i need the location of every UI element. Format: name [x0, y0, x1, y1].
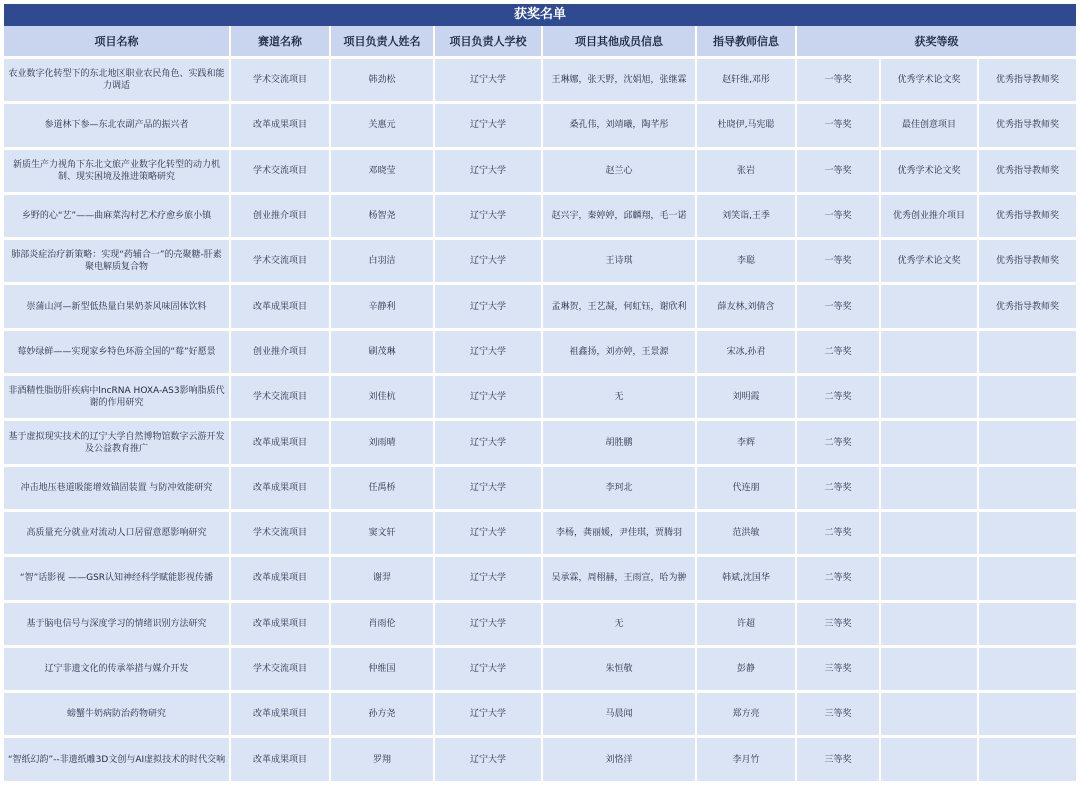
cell-award-grade: 三等奖 [796, 692, 880, 737]
cell-award-advisor [978, 692, 1076, 737]
cell-award-special: 优秀学术论文奖 [880, 148, 978, 193]
cell-award-special: 最佳创意项目 [880, 103, 978, 148]
table-row [4, 601, 1076, 646]
cell-award-special [880, 375, 978, 420]
cell-advisor-info: 刘笑诣,王季 [696, 193, 796, 238]
cell-project-name: 基于脑电信号与深度学习的情绪识别方法研究 [4, 601, 230, 646]
table-row [4, 58, 1076, 103]
cell-advisor-info: 李月竹 [696, 737, 796, 781]
cell-advisor-info: 代连朋 [696, 465, 796, 510]
cell-leader-name: 肖雨伦 [330, 601, 434, 646]
cell-award-special: 优秀学术论文奖 [880, 239, 978, 284]
header-project-name: 项目名称 [4, 26, 230, 58]
cell-project-name: 新质生产力视角下东北文旅产业数字化转型的动力机制、现实困境及推进策略研究 [4, 148, 230, 193]
cell-advisor-info: 范洪敏 [696, 510, 796, 555]
cell-advisor-info: 刘明霞 [696, 375, 796, 420]
cell-advisor-info: 赵轩维,邓彤 [696, 58, 796, 103]
cell-leader-school: 辽宁大学 [434, 692, 542, 737]
cell-leader-name: 刘佳杭 [330, 375, 434, 420]
cell-project-name: 基于虚拟现实技术的辽宁大学自然博物馆数字云游开发及公益教育推广 [4, 420, 230, 465]
cell-award-advisor [978, 329, 1076, 374]
cell-award-grade: 三等奖 [796, 601, 880, 646]
cell-award-advisor [978, 465, 1076, 510]
cell-award-grade: 一等奖 [796, 103, 880, 148]
cell-award-grade: 一等奖 [796, 193, 880, 238]
cell-leader-school: 辽宁大学 [434, 510, 542, 555]
cell-leader-name: 仲维国 [330, 646, 434, 691]
cell-award-grade: 二等奖 [796, 465, 880, 510]
cell-award-advisor [978, 556, 1076, 601]
cell-track-name: 改革成果项目 [230, 692, 330, 737]
table-row [4, 420, 1076, 465]
cell-award-special [880, 465, 978, 510]
cell-project-name: 农业数字化转型下的东北地区职业农民角色、实践和能力调适 [4, 58, 230, 103]
cell-award-grade: 二等奖 [796, 510, 880, 555]
header-other-members: 项目其他成员信息 [542, 26, 696, 58]
table-title: 获奖名单 [4, 4, 1076, 26]
table-row [4, 148, 1076, 193]
cell-award-advisor [978, 646, 1076, 691]
cell-project-name: 螃蟹牛奶病防治药物研究 [4, 692, 230, 737]
cell-award-special [880, 692, 978, 737]
cell-award-grade: 二等奖 [796, 329, 880, 374]
cell-leader-school: 辽宁大学 [434, 737, 542, 781]
cell-leader-school: 辽宁大学 [434, 239, 542, 284]
cell-advisor-info: 彭静 [696, 646, 796, 691]
cell-award-grade: 一等奖 [796, 239, 880, 284]
cell-award-grade: 三等奖 [796, 646, 880, 691]
cell-other-members: 无 [542, 601, 696, 646]
cell-leader-school: 辽宁大学 [434, 103, 542, 148]
cell-award-special [880, 329, 978, 374]
cell-project-name: 非酒精性脂肪肝疾病中lncRNA HOXA-AS3影响脂质代谢的作用研究 [4, 375, 230, 420]
award-list-table-container [4, 4, 1076, 781]
cell-leader-school: 辽宁大学 [434, 420, 542, 465]
cell-other-members: 李珂北 [542, 465, 696, 510]
cell-award-grade: 一等奖 [796, 148, 880, 193]
award-table [4, 26, 1076, 781]
header-leader-school: 项目负责人学校 [434, 26, 542, 58]
cell-leader-name: 孙方尧 [330, 692, 434, 737]
cell-track-name: 学术交流项目 [230, 510, 330, 555]
cell-advisor-info: 李聪 [696, 239, 796, 284]
cell-other-members: 朱恒敬 [542, 646, 696, 691]
cell-track-name: 改革成果项目 [230, 103, 330, 148]
cell-award-grade: 二等奖 [796, 375, 880, 420]
cell-track-name: 学术交流项目 [230, 58, 330, 103]
header-advisor-info: 指导教师信息 [696, 26, 796, 58]
cell-award-grade: 一等奖 [796, 284, 880, 329]
table-row [4, 284, 1076, 329]
cell-award-grade: 三等奖 [796, 737, 880, 781]
cell-leader-school: 辽宁大学 [434, 556, 542, 601]
cell-project-name: 崇蒲山河—新型低热量白果奶茶风味固体饮料 [4, 284, 230, 329]
cell-award-advisor: 优秀指导教师奖 [978, 58, 1076, 103]
table-body [4, 58, 1076, 781]
cell-track-name: 学术交流项目 [230, 375, 330, 420]
table-row [4, 646, 1076, 691]
cell-other-members: 王琳娜，张天野，沈娟旭，张继霖 [542, 58, 696, 103]
table-row [4, 465, 1076, 510]
cell-advisor-info: 张岩 [696, 148, 796, 193]
cell-leader-name: 罗翔 [330, 737, 434, 781]
cell-award-grade: 一等奖 [796, 58, 880, 103]
table-row [4, 329, 1076, 374]
cell-project-name: 冲击地压巷道吸能增效锚固装置 与防冲效能研究 [4, 465, 230, 510]
cell-track-name: 学术交流项目 [230, 148, 330, 193]
cell-leader-school: 辽宁大学 [434, 375, 542, 420]
cell-leader-school: 辽宁大学 [434, 329, 542, 374]
table-row [4, 692, 1076, 737]
header-leader-name: 项目负责人姓名 [330, 26, 434, 58]
cell-award-grade: 二等奖 [796, 556, 880, 601]
cell-track-name: 创业推介项目 [230, 193, 330, 238]
cell-other-members: 王诗琪 [542, 239, 696, 284]
cell-track-name: 学术交流项目 [230, 239, 330, 284]
cell-advisor-info: 韩斌,沈国华 [696, 556, 796, 601]
cell-leader-name: 邓晓莹 [330, 148, 434, 193]
cell-leader-name: 窦文轩 [330, 510, 434, 555]
cell-other-members: 桑孔伟，刘靖曦，陶芊彤 [542, 103, 696, 148]
cell-track-name: 创业推介项目 [230, 329, 330, 374]
header-track-name: 赛道名称 [230, 26, 330, 58]
table-row [4, 103, 1076, 148]
cell-project-name: “智纸幻韵”--非遗纸雕3D文创与AI虚拟技术的时代交响 [4, 737, 230, 781]
table-row [4, 239, 1076, 284]
cell-award-advisor [978, 375, 1076, 420]
cell-other-members: 李杨，龚丽媛，尹佳琪，贾腾羽 [542, 510, 696, 555]
cell-award-advisor: 优秀指导教师奖 [978, 148, 1076, 193]
cell-award-special [880, 737, 978, 781]
cell-award-advisor [978, 510, 1076, 555]
cell-award-special [880, 556, 978, 601]
cell-award-special [880, 510, 978, 555]
cell-award-advisor: 优秀指导教师奖 [978, 103, 1076, 148]
cell-track-name: 改革成果项目 [230, 420, 330, 465]
cell-track-name: 改革成果项目 [230, 284, 330, 329]
cell-advisor-info: 薛友林,刘倩含 [696, 284, 796, 329]
cell-award-special [880, 601, 978, 646]
cell-other-members: 祖鑫扬，刘亦婷，王景源 [542, 329, 696, 374]
cell-award-advisor [978, 420, 1076, 465]
cell-leader-name: 刘雨晴 [330, 420, 434, 465]
cell-advisor-info: 李辉 [696, 420, 796, 465]
cell-award-advisor: 优秀指导教师奖 [978, 284, 1076, 329]
cell-leader-school: 辽宁大学 [434, 646, 542, 691]
cell-track-name: 改革成果项目 [230, 465, 330, 510]
cell-other-members: 刘恪洋 [542, 737, 696, 781]
header-award-level: 获奖等级 [796, 26, 1076, 58]
cell-award-special [880, 420, 978, 465]
cell-leader-name: 谢羿 [330, 556, 434, 601]
cell-project-name: 辽宁非遗文化的传承举措与媒介开发 [4, 646, 230, 691]
cell-leader-school: 辽宁大学 [434, 601, 542, 646]
cell-other-members: 赵兰心 [542, 148, 696, 193]
cell-other-members: 无 [542, 375, 696, 420]
cell-award-special: 优秀创业推介项目 [880, 193, 978, 238]
cell-leader-name: 任禹桥 [330, 465, 434, 510]
cell-leader-school: 辽宁大学 [434, 193, 542, 238]
cell-other-members: 孟琳贺，王艺凝，何虹钰，谢欣利 [542, 284, 696, 329]
cell-leader-school: 辽宁大学 [434, 148, 542, 193]
cell-project-name: 肺部炎症治疗新策略：实现“药辅合一”的壳聚糖-肝素聚电解质复合物 [4, 239, 230, 284]
cell-track-name: 改革成果项目 [230, 556, 330, 601]
table-row [4, 193, 1076, 238]
cell-leader-name: 辛静利 [330, 284, 434, 329]
table-row [4, 510, 1076, 555]
table-row [4, 737, 1076, 781]
cell-award-advisor: 优秀指导教师奖 [978, 239, 1076, 284]
cell-leader-name: 白羽洁 [330, 239, 434, 284]
cell-track-name: 改革成果项目 [230, 601, 330, 646]
cell-award-special [880, 646, 978, 691]
cell-leader-name: 韩劲松 [330, 58, 434, 103]
cell-other-members: 胡胜鹏 [542, 420, 696, 465]
cell-leader-school: 辽宁大学 [434, 465, 542, 510]
cell-leader-name: 杨智尧 [330, 193, 434, 238]
cell-award-special: 优秀学术论文奖 [880, 58, 978, 103]
cell-award-advisor [978, 601, 1076, 646]
cell-project-name: “智”话影视 ——GSR认知神经科学赋能影视传播 [4, 556, 230, 601]
cell-award-advisor: 优秀指导教师奖 [978, 193, 1076, 238]
cell-award-grade: 二等奖 [796, 420, 880, 465]
cell-advisor-info: 郑方亮 [696, 692, 796, 737]
cell-leader-name: 刷茂琳 [330, 329, 434, 374]
table-row [4, 556, 1076, 601]
cell-award-advisor [978, 737, 1076, 781]
cell-other-members: 吴承霖，周栩赫，王雨宣，哈为翀 [542, 556, 696, 601]
cell-leader-school: 辽宁大学 [434, 284, 542, 329]
cell-other-members: 马晨闻 [542, 692, 696, 737]
cell-project-name: 乡野的心“艺”——曲麻菜沟村艺术疗愈乡旅小镇 [4, 193, 230, 238]
cell-track-name: 学术交流项目 [230, 646, 330, 691]
cell-leader-name: 关惠元 [330, 103, 434, 148]
cell-advisor-info: 宋冰,孙君 [696, 329, 796, 374]
header-row [4, 26, 1076, 58]
cell-project-name: 参道林下参—东北农副产品的振兴者 [4, 103, 230, 148]
table-row [4, 375, 1076, 420]
cell-advisor-info: 杜晓伊,马宪聪 [696, 103, 796, 148]
cell-advisor-info: 许超 [696, 601, 796, 646]
cell-project-name: 高质量充分就业对流动人口居留意愿影响研究 [4, 510, 230, 555]
cell-award-special [880, 284, 978, 329]
cell-leader-school: 辽宁大学 [434, 58, 542, 103]
cell-track-name: 改革成果项目 [230, 737, 330, 781]
cell-project-name: 莓妙绿鲜——实现家乡特色环游全国的“莓”好愿景 [4, 329, 230, 374]
cell-other-members: 赵兴宇，秦婷婷，邱麟翔，毛一诺 [542, 193, 696, 238]
